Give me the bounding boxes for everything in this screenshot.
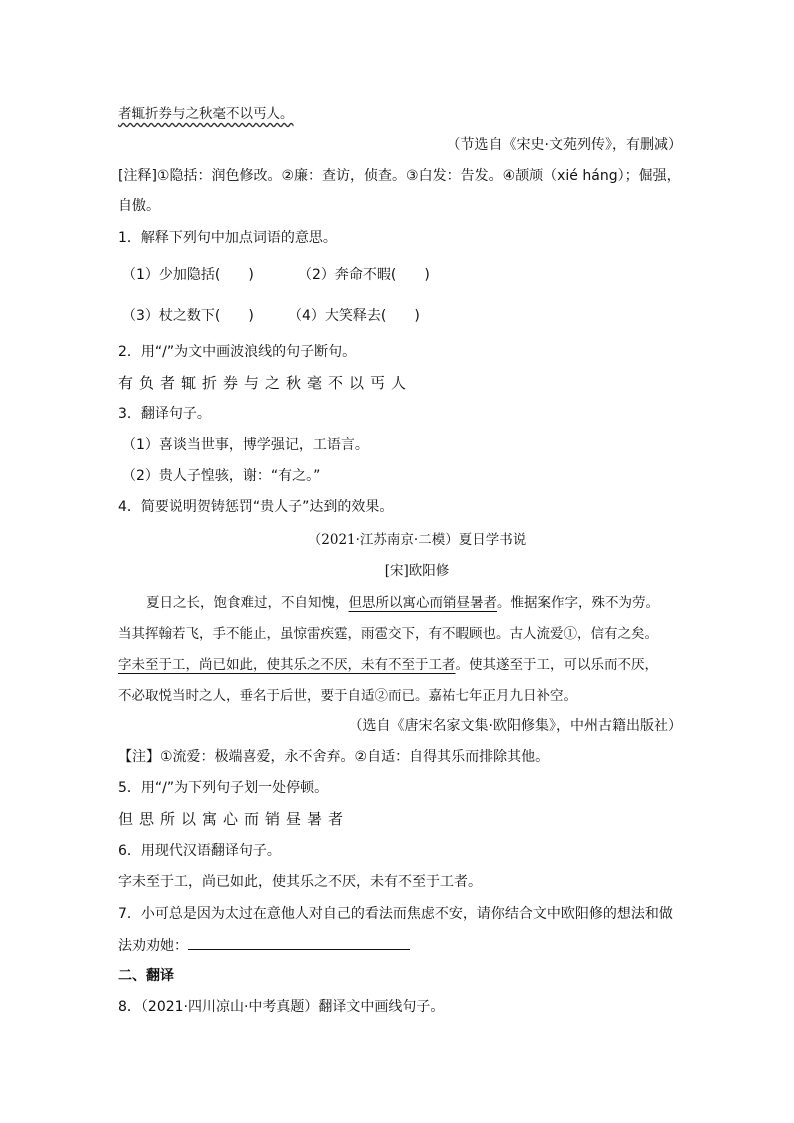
question-5: 5．用“/”为下列句子划一处停顿。	[118, 780, 329, 796]
passage-2-author: [宋]欧阳修	[384, 563, 450, 579]
q1-item-4: （4）大笑释去( )	[288, 308, 420, 324]
q7-prompt: 法劝劝她：	[118, 938, 188, 954]
question-6: 6．用现代汉语翻译句子。	[118, 843, 281, 859]
text-segment: 不必取悦当时之人，垂名于后世，要于自适②而已。嘉祐七年正月九日补空。	[118, 688, 577, 704]
underlined-sentence-1: 但思所以寓心而销昼暑者	[348, 595, 497, 611]
question-2: 2．用“/”为文中画波浪线的句子断句。	[118, 344, 357, 360]
q6-sentence: 字未至于工，尚已如此，使其乐之不厌，未有不至于工者。	[118, 874, 482, 890]
passage-2-line-3	[118, 655, 658, 675]
q1-item-1: （1）少加隐括( )	[122, 267, 254, 283]
passage-top-line: 者辄折券与之秋毫不以丐人。	[118, 106, 294, 122]
q1-item-2: （2）奔命不暇( )	[298, 267, 430, 283]
passage-2-title: （2021·江苏南京·二模）夏日学书说	[307, 532, 527, 548]
source-citation-2: （选自《唐宋名家文集·欧阳修集》，中州古籍出版社）	[348, 718, 682, 734]
question-7-line-2	[118, 935, 410, 956]
text-segment: 。使其遂至于工，可以乐而不厌，	[455, 657, 658, 673]
q5-sentence: 但思所以寓心而销昼暑者	[118, 810, 350, 828]
q2-sentence: 有负者辄折券与之秋毫不以丐人	[118, 374, 413, 392]
annotation-1-line-1: [注释]①隐括：润色修改。②廉：查访，侦查。③白发：告发。④颉颃（xié háng）；倔强，	[118, 168, 681, 184]
passage-2-line-2	[118, 624, 658, 644]
underlined-sentence-2: 字未至于工，尚已如此，使其乐之不厌，未有不至于工者	[118, 657, 456, 673]
question-1: 1．解释下列句中加点词语的意思。	[118, 230, 337, 246]
answer-blank[interactable]	[188, 935, 410, 950]
source-citation-1: （节选自《宋史·文苑列传》，有删减）	[446, 137, 682, 153]
q3-item-2: （2）贵人子惶骇，谢：“有之。”	[122, 468, 321, 484]
question-8: 8．（2021·四川凉山·中考真题）翻译文中画线句子。	[118, 999, 445, 1015]
passage-2-line-1	[146, 593, 659, 613]
question-7-line-1: 7．小可总是因为太过在意他人对自己的看法而焦虑不安，请你结合文中欧阳修的想法和做	[118, 906, 673, 922]
annotation-2: 【注】①流爱：极端喜爱，永不舍弃。②自适：自得其乐而排除其他。	[118, 749, 550, 765]
passage-2-line-4	[118, 686, 577, 706]
q1-item-3: （3）杖之数下( )	[122, 308, 254, 324]
text-segment: 当其挥翰若飞，手不能止，虽惊雷疾霆，雨雹交下，有不暇顾也。古人流爱①，信有之矣。	[118, 626, 658, 642]
text-segment: 。惟据案作字，殊不为劳。	[497, 595, 659, 611]
q3-item-1: （1）喜谈当世事，博学强记，工语言。	[122, 437, 369, 453]
section-heading-2: 二、翻译	[118, 968, 174, 984]
question-4: 4．简要说明贺铸惩罚“贵人子”达到的效果。	[118, 499, 394, 515]
question-3: 3．翻译句子。	[118, 406, 211, 422]
text-segment: 夏日之长，饱食难过，不自知愧，	[146, 595, 349, 611]
annotation-1-line-2: 自傲。	[118, 198, 160, 214]
